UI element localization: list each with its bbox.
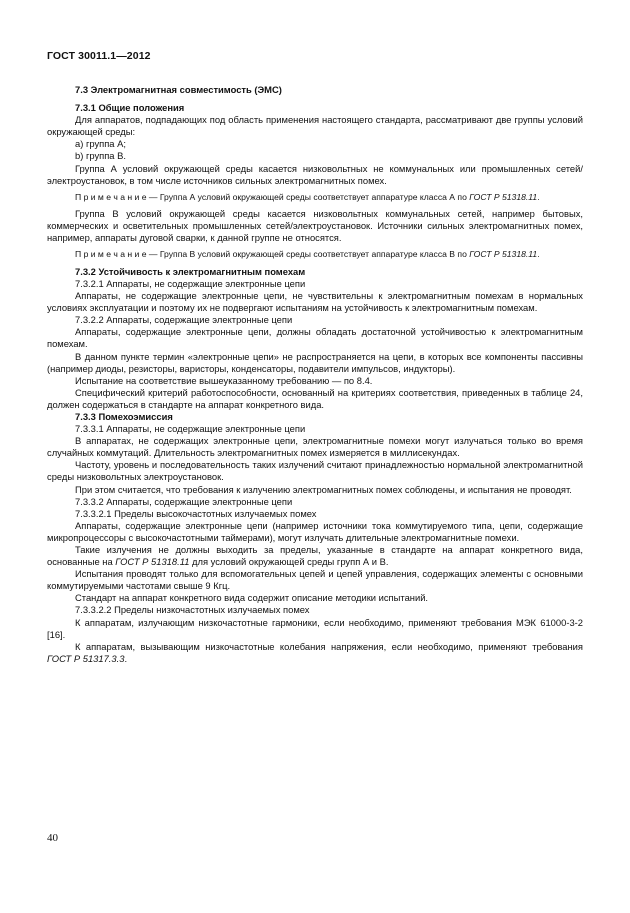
list-item-a: а) группа А; <box>75 138 126 150</box>
text-segment: Такие излучения не должны выходить за пределы, указанные в стандарте на аппарат конкретного вида, основанные на <box>47 544 583 568</box>
section-7-3-2-1-heading: 7.3.2.1 Аппараты, не содержащие электронные цепи <box>75 277 306 289</box>
note-reference: ГОСТ Р 51318.11 <box>469 249 538 260</box>
section-7-3-1-heading: 7.3.1 Общие положения <box>75 102 185 114</box>
paragraph: Аппараты, содержащие электронные цепи (например источники тока коммутируемого типа, цепи, содержащие микропроцессоры с высокочастотными таймерами), могут излучать длительные электромагнитные помехи. <box>47 519 583 543</box>
paragraph: Испытания проводят только для вспомогательных цепей и цепей управления, содержащих элементы с основными коммутируемыми частотами свыше 9 Кгц. <box>47 568 583 592</box>
section-7-3-3-2-1-heading: 7.3.3.2.1 Пределы высокочастотных излучаемых помех <box>75 507 317 519</box>
note-label: П р и м е ч а н и е <box>75 191 147 202</box>
section-7-3-2-heading: 7.3.2 Устойчивость к электромагнитным помехам <box>75 265 306 277</box>
text-segment: для условий окружающей среды групп А и В. <box>189 556 389 568</box>
paragraph: Частоту, уровень и последовательность таких излучений считают принадлежностью нормальной электромагнитной среды низковольтных электроустановок. <box>47 459 583 483</box>
note-reference: ГОСТ Р 51318.11 <box>469 191 538 202</box>
paragraph: Аппараты, не содержащие электронные цепи, не чувствительны к электромагнитным помехам в нормальных условиях эксплуатации и поэтому их не подвергают испытаниям на устойчивость к электромагнитным помехам. <box>47 290 583 314</box>
paragraph: Аппараты, содержащие электронные цепи, должны обладать достаточной устойчивостью к электромагнитным помехам. <box>47 326 583 350</box>
note-2 <box>47 249 583 260</box>
paragraph: Испытание на соответствие вышеуказанному требованию — по 8.4. <box>75 374 373 386</box>
note-text: — Группа В условий окружающей среды соответствует аппаратуре класса В по <box>146 249 470 260</box>
paragraph <box>47 544 583 568</box>
standard-reference: ГОСТ Р 51317.3.3 <box>47 652 125 664</box>
paragraph: Специфический критерий работоспособности, основанный на критериях соответствия, приведенных в таблице 24, должен содержаться в стандарте на аппарат конкретного вида. <box>47 386 583 410</box>
section-7-3-heading: 7.3 Электромагнитная совместимость (ЭМС) <box>75 84 282 95</box>
text-segment: . <box>124 652 128 664</box>
paragraph: При этом считается, что требования к излучению электромагнитных помех соблюдены, и испытания не проводят. <box>75 483 572 495</box>
note-end: . <box>537 191 540 202</box>
note-end: . <box>537 249 540 260</box>
section-7-3-2-2-heading: 7.3.2.2 Аппараты, содержащие электронные цепи <box>75 314 293 326</box>
section-7-3-3-1-heading: 7.3.3.1 Аппараты, не содержащие электронные цепи <box>75 423 306 435</box>
paragraph: К аппаратам, излучающим низкочастотные гармоники, если необходимо, применяют требования МЭК 61000-3-2 [16]. <box>47 616 583 640</box>
paragraph: В данном пункте термин «электронные цепи» не распространяется на цепи, в которых все компоненты пассивны (например диоды, резисторы, варисторы, конденсаторы, подавители импульсов, индукторы). <box>47 350 583 374</box>
section-7-3-3-2-2-heading: 7.3.3.2.2 Пределы низкочастотных излучаемых помех <box>75 604 310 616</box>
page-number: 40 <box>47 832 58 844</box>
note-1 <box>47 192 583 203</box>
note-label: П р и м е ч а н и е <box>75 249 147 260</box>
text-segment: К аппаратам, вызывающим низкочастотные колебания напряжения, если необходимо, применяют требования <box>75 640 583 652</box>
standard-header: ГОСТ 30011.1—2012 <box>47 50 151 62</box>
paragraph: Стандарт на аппарат конкретного вида содержит описание методики испытаний. <box>75 592 429 604</box>
paragraph: Для аппаратов, подпадающих под область применения настоящего стандарта, рассматривают две группы условий окружающей среды: <box>47 114 583 138</box>
section-7-3-3-2-heading: 7.3.3.2 Аппараты, содержащие электронные цепи <box>75 495 293 507</box>
list-item-b: b) группа В. <box>75 150 126 162</box>
standard-reference: ГОСТ Р 51318.11 <box>115 556 190 568</box>
paragraph <box>47 641 583 665</box>
paragraph: Группа В условий окружающей среды касается низковольтных коммунальных сетей, например бытовых, коммерческих и осветительных промышленных сетей/электроустановок. Источники сильных электромагнитных помех, например, аппараты дуговой сварки, к данной группе не относятся. <box>47 208 583 244</box>
paragraph: В аппаратах, не содержащих электронные цепи, электромагнитные помехи могут излучаться только во время случайных коммутаций. Длительность электромагнитных помех измеряется в миллисекундах. <box>47 435 583 459</box>
page-content <box>47 84 583 665</box>
section-7-3-3-heading: 7.3.3 Помехоэмиссия <box>75 410 173 422</box>
note-text: — Группа А условий окружающей среды соответствует аппаратуре класса А по <box>146 191 470 202</box>
paragraph: Группа А условий окружающей среды касается низковольтных не коммунальных или промышленных сетей/электроустановок, в том числе источников сильных электромагнитных помех. <box>47 162 583 186</box>
